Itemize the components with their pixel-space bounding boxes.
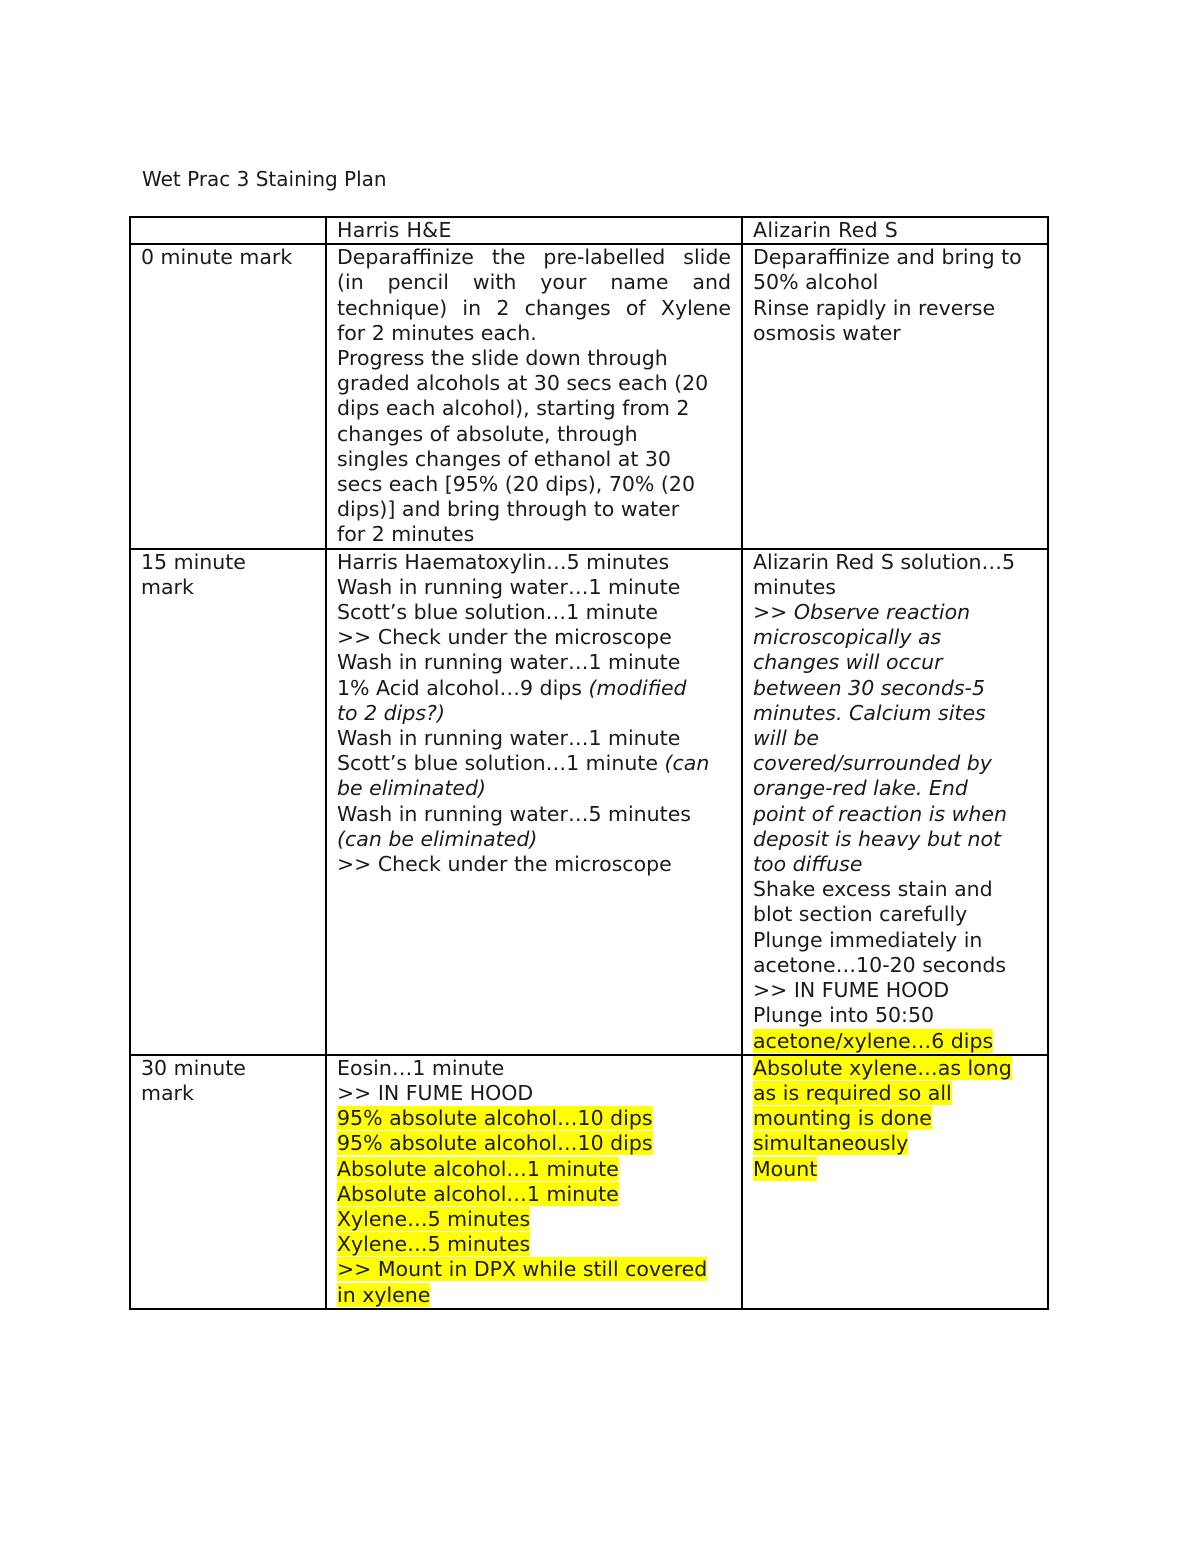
cell-line [337,522,731,547]
highlighted-text [753,1157,817,1181]
cell-line [337,296,731,321]
line-text: Progress the slide down through [337,346,668,371]
header-cell-time [130,217,326,244]
line-text: Wash in running water…1 minute [337,650,681,675]
cell-line [753,575,1037,600]
highlighted-text [753,1029,993,1053]
alizarin-cell [742,549,1048,1055]
cell-line: 30 minute [141,1055,246,1080]
cell-line [753,1157,1037,1182]
line-text: covered/surrounded by [753,751,992,776]
cell-line [337,396,731,421]
cell-line [337,447,731,472]
cell-line [337,1157,731,1182]
cell-line [753,1056,1037,1081]
alizarin-cell [742,1055,1048,1309]
line-text: >> IN FUME HOOD [753,978,950,1003]
cell-line [337,575,731,600]
line-text: osmosis water [753,320,901,345]
harris-cell [326,244,742,548]
line-text: Xylene…5 minutes [337,1232,531,1257]
cell-line [337,1106,731,1131]
line-text: point of reaction is when [753,801,1007,826]
highlighted-text [337,1131,653,1155]
cell-line [753,1131,1037,1156]
line-text: >> [753,600,794,625]
line-text: Deparaffinize the pre-labelled slide [337,245,731,270]
cell-line [337,1232,731,1257]
italic-note: (can [664,751,710,776]
highlighted-text [753,1106,932,1130]
line-text: Rinse rapidly in reverse [753,295,996,320]
table-row [130,549,1048,1055]
line-text: Xylene…5 minutes [337,1206,531,1231]
line-text: 95% absolute alcohol…10 dips [337,1131,653,1156]
line-text: Wash in running water…5 minutes [337,801,691,826]
cell-line [337,701,731,726]
cell-line [753,1081,1037,1106]
line-text: Plunge immediately in [753,927,983,952]
cell-line [753,953,1037,978]
line-text: Alizarin Red S solution…5 [753,549,1016,574]
cell-line [753,978,1037,1003]
line-text: Scott’s blue solution…1 minute [337,600,658,625]
line-text: as is required so all [753,1080,952,1105]
line-text: minutes [753,574,836,599]
line-text: orange-red lake. End [753,776,968,801]
harris-cell [326,1055,742,1309]
highlighted-text [753,1131,908,1155]
line-text: Absolute alcohol…1 minute [337,1181,619,1206]
cell-line [753,650,1037,675]
line-text: to 2 dips?) [337,700,445,725]
line-text: deposit is heavy but not [753,826,1002,851]
line-text: Absolute alcohol…1 minute [337,1156,619,1181]
line-text: mounting is done [753,1106,932,1131]
cell-line [753,296,1037,321]
line-text: graded alcohols at 30 secs each (20 [337,371,709,396]
highlighted-text [753,1081,952,1105]
highlighted-text [337,1106,653,1130]
cell-line [753,902,1037,927]
highlighted-text [337,1257,707,1281]
line-text: dips)] and bring through to water [337,497,680,522]
cell-line [753,625,1037,650]
line-text: 1% Acid alcohol…9 dips [337,675,589,700]
line-text: for 2 minutes each. [337,320,537,345]
cell-line [753,245,1037,270]
cell-line [337,550,731,575]
cell-line [753,550,1037,575]
cell-line [337,1081,731,1106]
line-text: >> Mount in DPX while still covered [337,1257,708,1282]
cell-line [753,726,1037,751]
highlighted-text [753,1056,1012,1080]
cell-line [337,1131,731,1156]
cell-line [337,600,731,625]
cell-line [753,928,1037,953]
cell-line [337,1207,731,1232]
highlighted-text [337,1157,619,1181]
line-text: Absolute xylene…as long [753,1055,1012,1080]
line-text: acetone/xylene…6 dips [753,1028,994,1053]
highlighted-text [337,1232,530,1256]
cell-line [337,650,731,675]
cell-line [753,827,1037,852]
table-header-row [130,217,1048,244]
line-text: changes will occur [753,650,943,675]
cell-line [753,751,1037,776]
cell-line [337,422,731,447]
cell-line [337,1056,731,1081]
cell-line [337,270,731,295]
line-text: too diffuse [753,852,863,877]
highlighted-text [337,1182,619,1206]
cell-line [337,472,731,497]
time-cell [130,549,326,1055]
line-text: acetone…10-20 seconds [753,952,1007,977]
cell-line [753,1106,1037,1131]
line-text: >> IN FUME HOOD [337,1080,534,1105]
line-text: Deparaffinize and bring to [753,245,1022,270]
line-text: changes of absolute, through [337,421,638,446]
cell-line [337,625,731,650]
line-text: (can be eliminated) [337,826,538,851]
cell-line [753,776,1037,801]
cell-line: 15 minute [141,549,246,574]
line-text: >> Check under the microscope [337,852,672,877]
header-cell-alizarin: Alizarin Red S [742,217,1048,244]
line-text: Scott’s blue solution…1 minute [337,751,665,776]
cell-line [753,1029,1037,1054]
line-text: between 30 seconds-5 [753,675,985,700]
table-row [130,1055,1048,1309]
line-text: dips each alcohol), starting from 2 [337,396,690,421]
line-text: Harris Haematoxylin…5 minutes [337,549,670,574]
header-cell-harris: Harris H&E [326,217,742,244]
line-text: minutes. Calcium sites [753,700,986,725]
line-text: simultaneously [753,1131,909,1156]
cell-line: mark [141,1080,194,1105]
line-text: technique) in 2 changes of Xylene [337,295,731,320]
cell-line [753,270,1037,295]
cell-line [337,371,731,396]
line-text: for 2 minutes [337,522,475,547]
line-text: >> Check under the microscope [337,625,672,650]
line-text: Plunge into 50:50 [753,1003,935,1028]
cell-line [337,245,731,270]
document-title: Wet Prac 3 Staining Plan [142,167,387,191]
line-text: 50% alcohol [753,270,879,295]
alizarin-cell [742,244,1048,548]
cell-line [337,751,731,776]
line-text: will be [753,726,819,751]
cell-line [337,1283,731,1308]
line-text: blot section carefully [753,902,968,927]
cell-line [337,321,731,346]
line-text: microscopically as [753,625,942,650]
cell-line [337,827,731,852]
cell-line [753,701,1037,726]
line-text: (in pencil with your name and [337,270,731,295]
cell-line [337,802,731,827]
staining-plan-table [129,216,1049,1310]
cell-line [337,676,731,701]
line-text: Mount [753,1156,818,1181]
cell-line: mark [141,574,194,599]
cell-line [753,321,1037,346]
cell-line [337,1182,731,1207]
cell-line [753,877,1037,902]
line-text: be eliminated) [337,776,487,801]
highlighted-text [337,1207,530,1231]
harris-cell [326,549,742,1055]
line-text: singles changes of ethanol at 30 [337,446,671,471]
cell-line [753,1003,1037,1028]
cell-line [753,852,1037,877]
cell-line [337,776,731,801]
line-text: Eosin…1 minute [337,1055,505,1080]
cell-line: 0 minute mark [141,245,293,270]
cell-line [753,802,1037,827]
cell-line [337,852,731,877]
line-text: in xylene [337,1282,431,1307]
cell-line [753,600,1037,625]
italic-note: (modified [588,675,687,700]
line-text: Shake excess stain and [753,877,993,902]
line-text: 95% absolute alcohol…10 dips [337,1106,653,1131]
highlighted-text [337,1283,430,1307]
table-row [130,244,1048,548]
time-cell [130,244,326,548]
cell-line [337,1257,731,1282]
time-cell [130,1055,326,1309]
line-text: secs each [95% (20 dips), 70% (20 [337,472,695,497]
line-text: Wash in running water…1 minute [337,574,681,599]
cell-line [337,346,731,371]
cell-line [337,726,731,751]
italic-note: Observe reaction [793,600,971,625]
cell-line [753,676,1037,701]
line-text: Wash in running water…1 minute [337,726,681,751]
cell-line [337,497,731,522]
